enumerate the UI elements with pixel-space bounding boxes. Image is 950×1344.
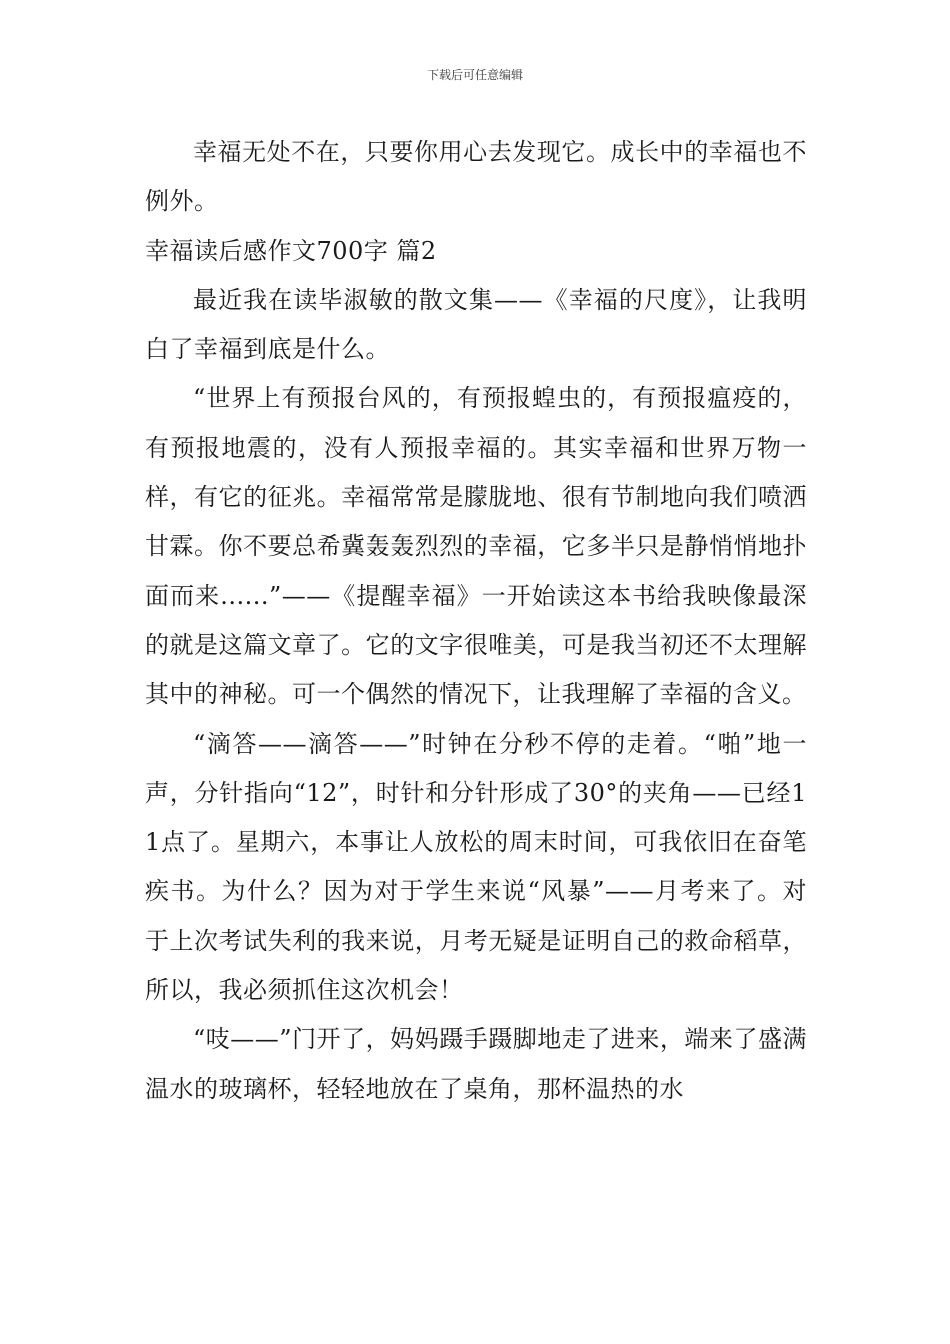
paragraph-clock: “滴答——滴答——”时钟在分秒不停的走着。“啪”地一声，分针指向“12”，时针和分针形成了30°的夹角——已经11点了。星期六，本事让人放松的周末时间，可我依旧在奋笔疾书。为什么？因为对于学生来说“风暴”——月考来了。对于上次考试失利的我来说，月考无疑是证明自己的救命稻草，所以，我必须抓住这次机会！ — [145, 729, 807, 1005]
page-header: 下载后可任意编辑 — [426, 68, 523, 82]
paragraph-intro: 幸福无处不在，只要你用心去发现它。成长中的幸福也不例外。 — [145, 138, 807, 216]
paragraph-book: 最近我在读毕淑敏的散文集——《幸福的尺度》，让我明白了幸福到底是什么。 — [145, 285, 807, 364]
paragraph-quote: “世界上有预报台风的，有预报蝗虫的，有预报瘟疫的，有预报地震的，没有人预报幸福的。其实幸福和世界万物一样，有它的征兆。幸福常常是朦胧地、很有节制地向我们喷洒甘霖。你不要总希冀轰轰烈烈的幸福，它多半只是静悄悄地扑面而来......”——《提醒幸福》一开始读这本书给我映像最深的就是这篇文章了。它的文字很唯美，可是我当初还不太理解其中的神秘。可一个偶然的情况下，让我理解了幸福的含义。 — [145, 384, 807, 709]
section-heading: 幸福读后感作文700字 篇2 — [145, 236, 437, 265]
document-body — [145, 128, 807, 1114]
paragraph-door: “吱——”门开了，妈妈蹑手蹑脚地走了进来，端来了盛满温水的玻璃杯，轻轻地放在了桌角，那杯温热的水 — [145, 1025, 807, 1103]
